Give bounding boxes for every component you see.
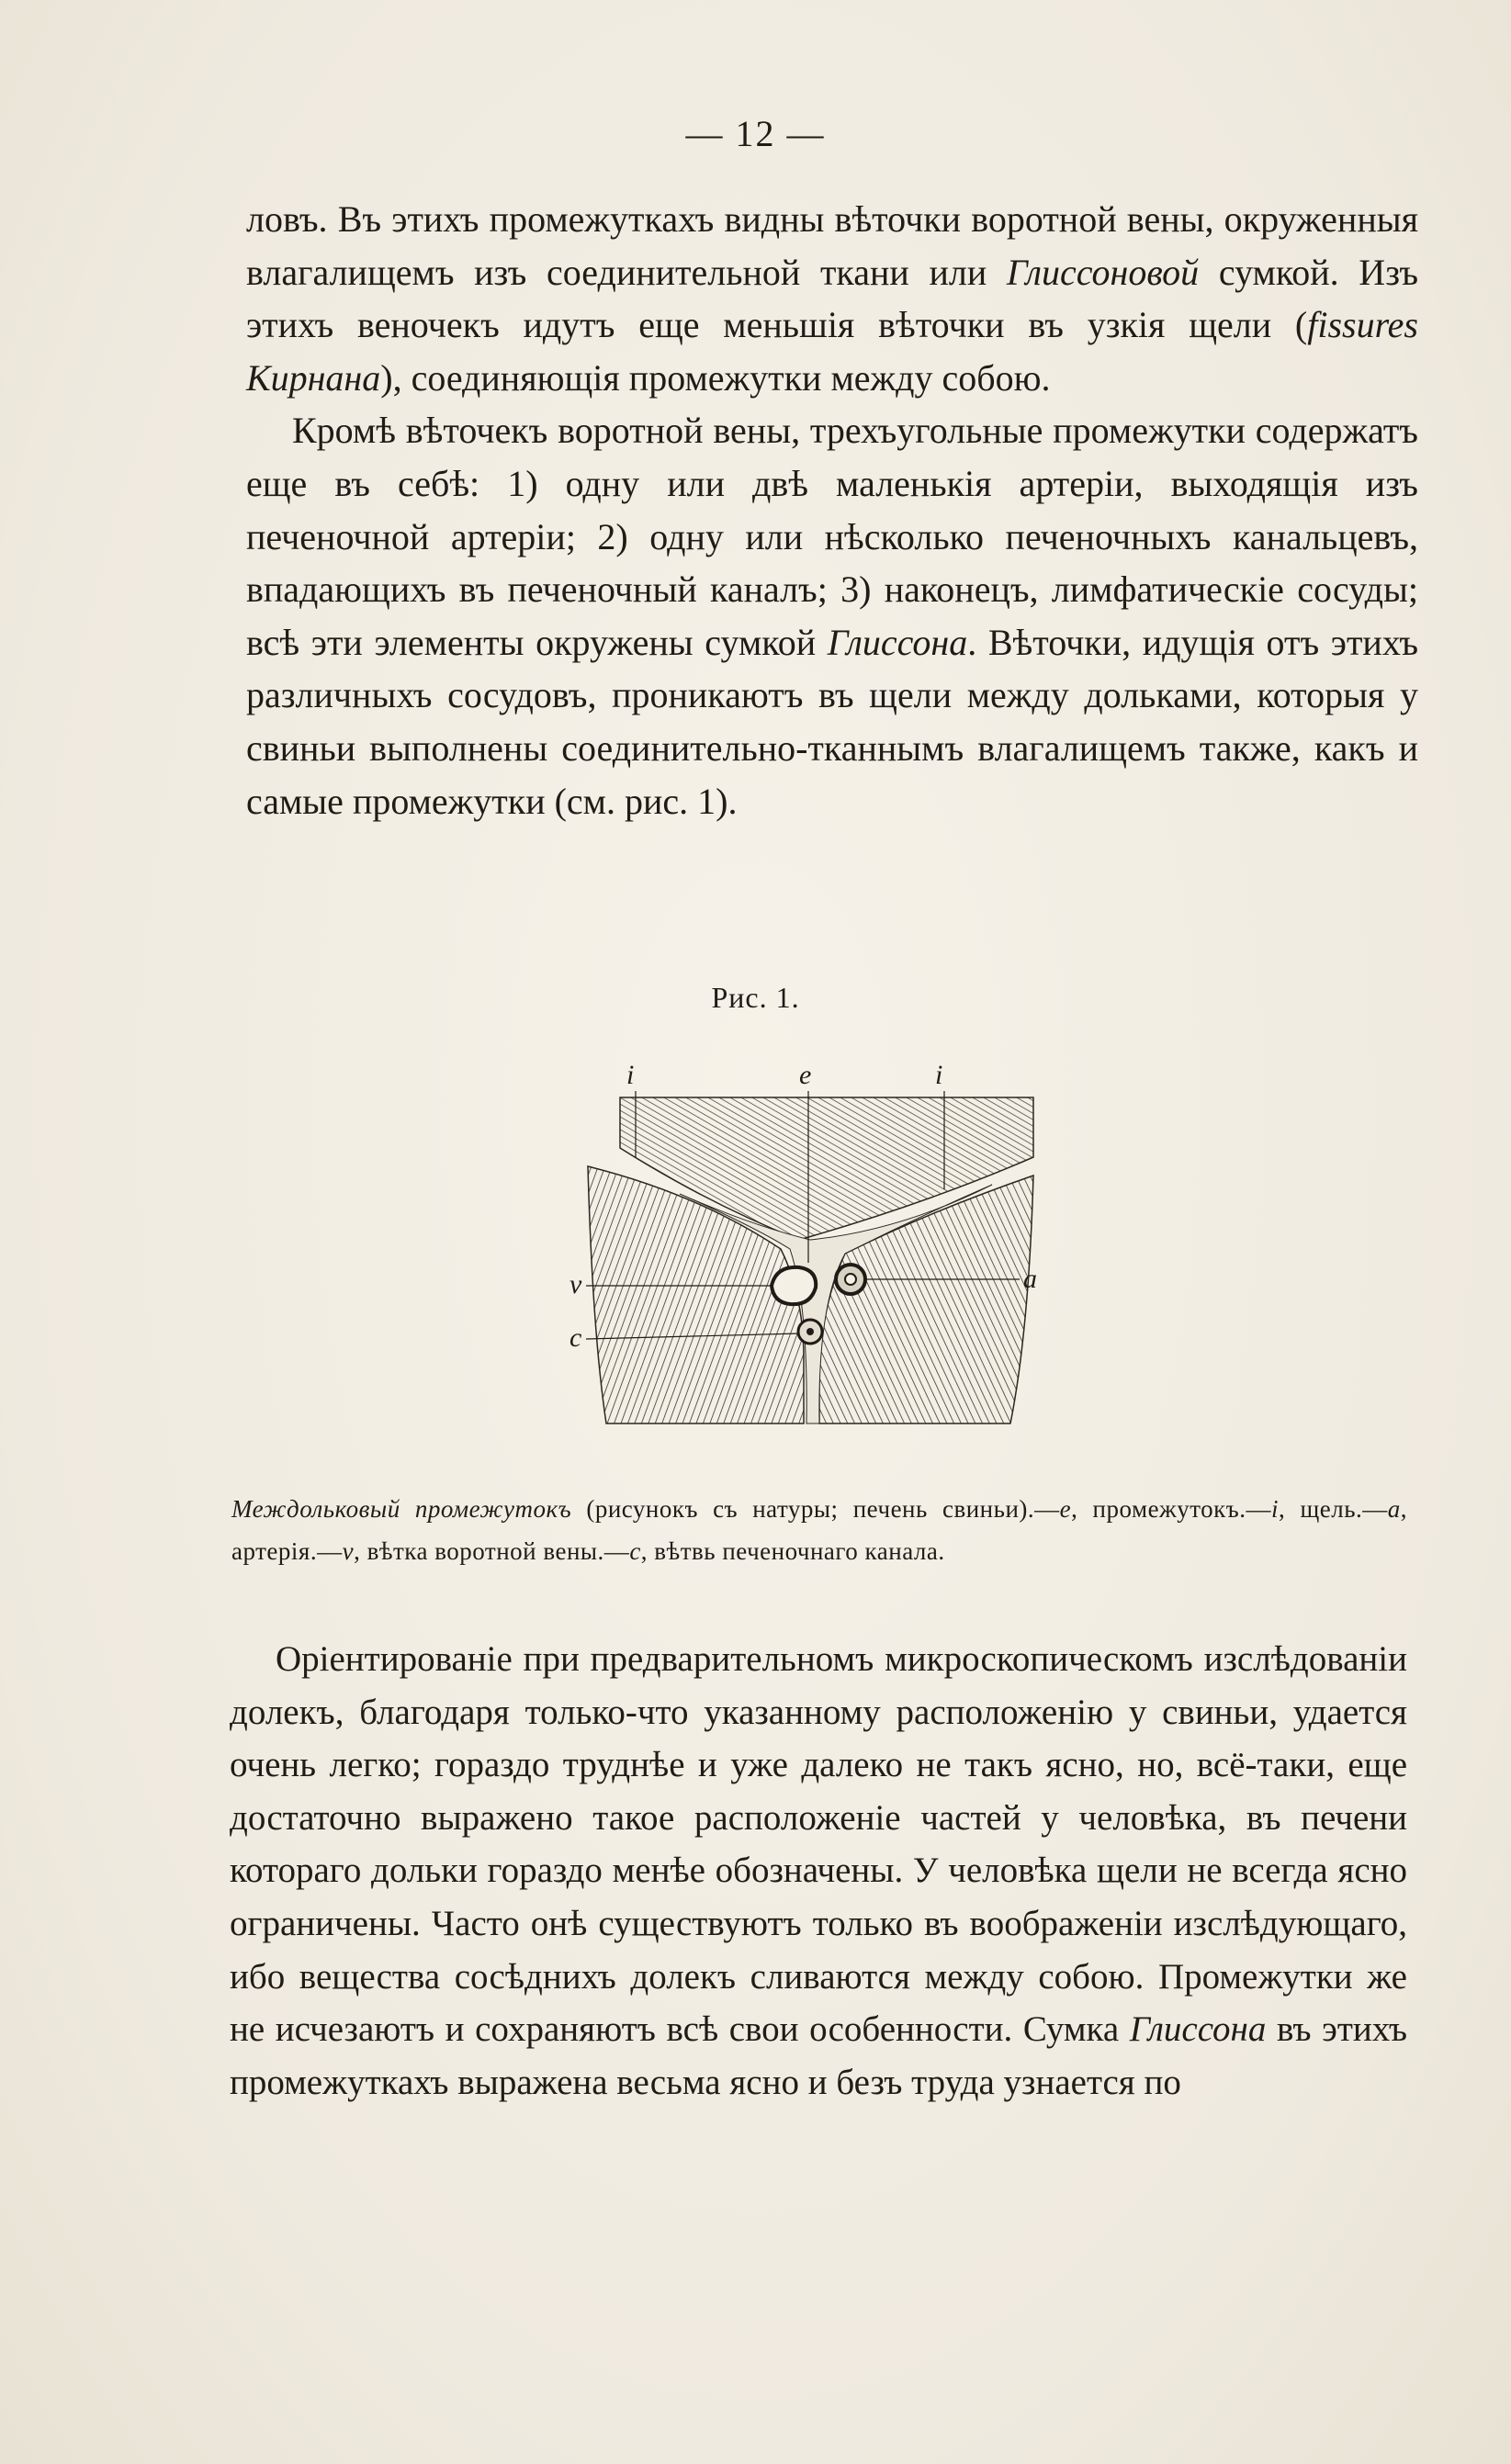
paragraph-continuation: ловъ. Въ этихъ промежуткахъ видны вѣточки воротной вены, окруженныя влагалищемъ изъ соединительной ткани или Глиссоновой сумкой. Изъ этихъ веночекъ идутъ еще меньшія вѣточки въ узкія щели (fissures Кирнана), соединяющія промежутки между собою. <box>246 198 1418 399</box>
label-i-left: i <box>626 1060 635 1090</box>
text-block-top <box>246 193 1418 827</box>
label-i-right: i <box>935 1060 943 1090</box>
label-e: e <box>799 1060 812 1090</box>
figure-caption: Междольковый промежутокъ (рисунокъ съ натуры; печень свиньи).—e, промежутокъ.—i, щель.—a, артерія.—v, вѣтка воротной вены.—c, вѣтвь печеночнаго канала. <box>231 1495 1408 1565</box>
label-c: c <box>569 1322 582 1353</box>
label-a: a <box>1023 1264 1037 1294</box>
page-number: — 12 — <box>685 113 826 154</box>
label-v: v <box>569 1269 582 1300</box>
figure-illustration <box>569 1056 1047 1433</box>
figure-title: Рис. 1. <box>711 981 800 1014</box>
text-block-bottom <box>230 1633 1407 2109</box>
paragraph-portal-vein: Кромѣ вѣточекъ воротной вены, трехъугольные промежутки содержатъ еще въ себѣ: 1) одну или двѣ маленькія артеріи, выходящія изъ печеночной артеріи; 2) одну или нѣсколько печеночныхъ канальцевъ, впадающихъ въ печеночный каналъ; 3) наконецъ, лимфатическіе сосуды; всѣ эти элементы окружены сумкой Глиссона. Вѣточки, идущія отъ этихъ различныхъ сосудовъ, проникаютъ въ щели между дольками, которыя у свиньи выполнены соединительно-тканнымъ влагалищемъ также, какъ и самые промежутки (см. рис. 1). <box>246 410 1419 822</box>
paragraph-orientation: Оріентированіе при предварительномъ микроскопическомъ изслѣдованіи долекъ, благодаря только-что указанному расположенію у свиньи, удается очень легко; гораздо труднѣе и уже далеко не такъ ясно, но, всё-таки, еще достаточно выражено такое расположеніе частей у человѣка, въ печени котораго дольки гораздо менѣе обозначены. У человѣка щели не всегда ясно ограничены. Часто онѣ существуютъ только въ воображеніи изслѣдующаго, ибо вещества сосѣднихъ долекъ сливаются между собою. Промежутки же не исчезаютъ и сохраняютъ всѣ свои особенности. Сумка Глиссона въ этихъ промежуткахъ выражена весьма ясно и безъ труда узнается по <box>230 1639 1407 2102</box>
